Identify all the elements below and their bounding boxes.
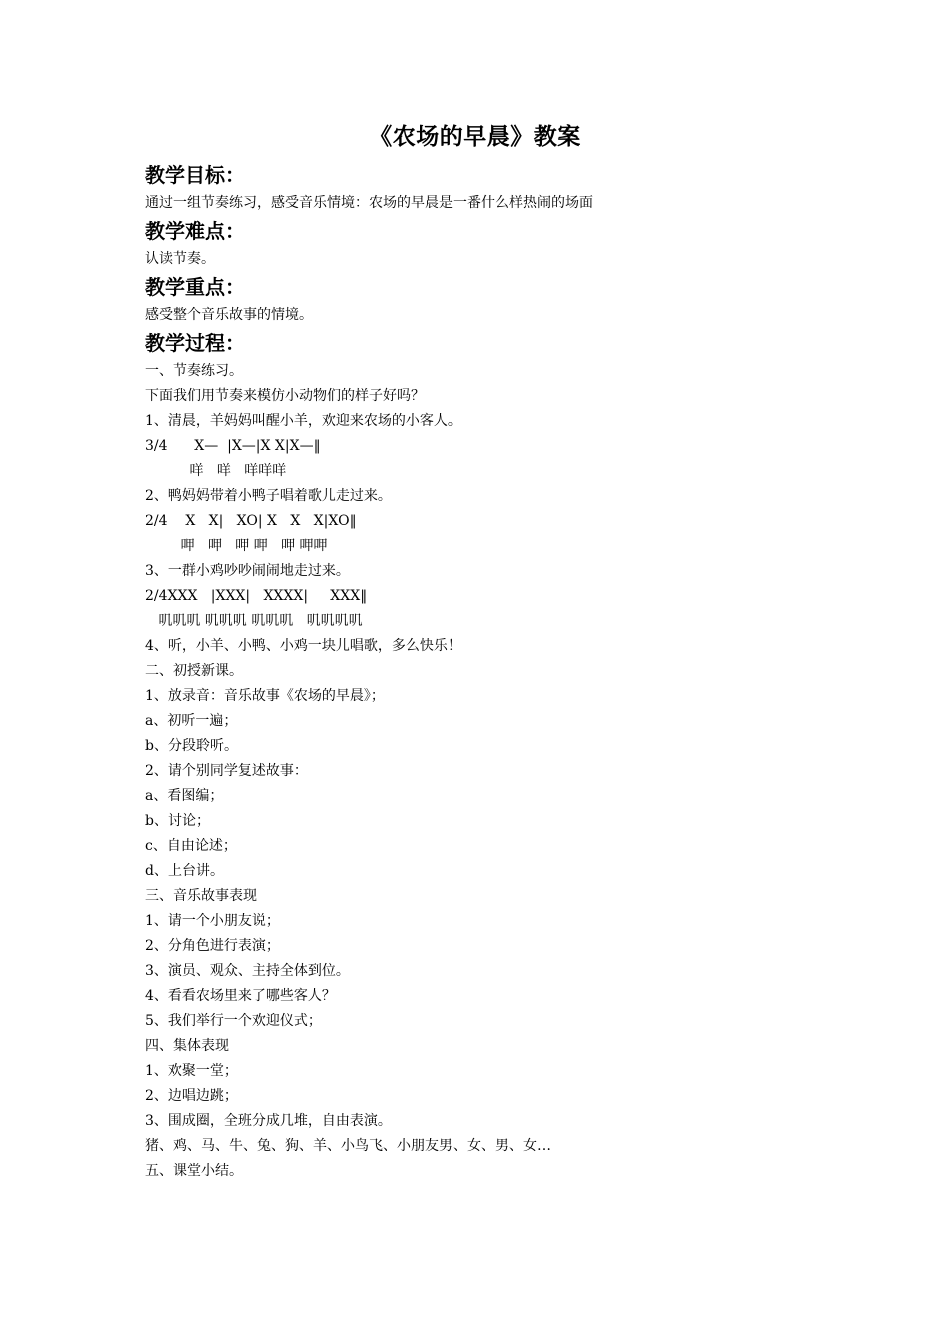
process-line: 猪、鸡、马、牛、兔、狗、羊、小鸟飞、小朋友男、女、男、女…: [145, 1138, 551, 1154]
process-line: 2、边唱边跳；: [145, 1088, 238, 1104]
process-line: 5、我们举行一个欢迎仪式；: [145, 1013, 322, 1029]
section-heading-key-points: 教学重点：: [145, 275, 245, 299]
process-line: 1、请一个小朋友说；: [145, 913, 280, 929]
section-heading-process: 教学过程：: [145, 331, 245, 355]
process-line: 1、放录音：音乐故事《农场的早晨》；: [145, 688, 385, 704]
difficulty-text: 认读节奏。: [145, 251, 215, 267]
process-line: 四、集体表现: [145, 1038, 229, 1054]
process-line: 2、分角色进行表演；: [145, 938, 280, 954]
process-line: 二、初授新课。: [145, 663, 243, 679]
objectives-text: 通过一组节奏练习，感受音乐情境：农场的早晨是一番什么样热闹的场面: [145, 195, 593, 211]
process-line: a、看图编；: [145, 788, 224, 804]
process-line: 3、一群小鸡吵吵闹闹地走过来。: [145, 563, 350, 579]
process-line: 五、课堂小结。: [145, 1163, 243, 1179]
rhythm-notation: 2/4 X X| XO| X X X|XO‖: [145, 513, 357, 529]
rhythm-lyrics: 咩 咩 咩咩咩: [145, 463, 287, 479]
process-line: 4、看看农场里来了哪些客人？: [145, 988, 336, 1004]
process-line: c、自由论述；: [145, 838, 237, 854]
process-line: 2、鸭妈妈带着小鸭子唱着歌儿走过来。: [145, 488, 392, 504]
process-line: d、上台讲。: [145, 863, 224, 879]
rhythm-lyrics: 呷 呷 呷 呷 呷 呷呷: [145, 538, 328, 554]
process-line: a、初听一遍；: [145, 713, 238, 729]
process-line: 一、节奏练习。: [145, 363, 243, 379]
process-line: 1、清晨，羊妈妈叫醒小羊，欢迎来农场的小客人。: [145, 413, 462, 429]
document-body: [145, 160, 845, 1184]
process-line: 下面我们用节奏来模仿小动物们的样子好吗？: [145, 388, 425, 404]
process-line: b、讨论；: [145, 813, 210, 829]
process-lines: [145, 359, 845, 1184]
rhythm-notation: 3/4 X— |X—|X X|X—‖: [145, 438, 321, 454]
process-line: 2、请个别同学复述故事：: [145, 763, 308, 779]
process-line: 三、音乐故事表现: [145, 888, 257, 904]
process-line: 4、听，小羊、小鸭、小鸡一块儿唱歌，多么快乐！: [145, 638, 462, 654]
process-line: b、分段聆听。: [145, 738, 238, 754]
process-line: 1、欢聚一堂；: [145, 1063, 238, 1079]
key-points-text: 感受整个音乐故事的情境。: [145, 307, 313, 323]
process-line: 3、围成圈，全班分成几堆，自由表演。: [145, 1113, 392, 1129]
section-heading-objectives: 教学目标：: [145, 163, 245, 187]
section-heading-difficulty: 教学难点：: [145, 219, 245, 243]
rhythm-lyrics: 叽叽叽 叽叽叽 叽叽叽 叽叽叽叽: [145, 613, 363, 629]
document-title: 《农场的早晨》教案: [369, 124, 581, 150]
rhythm-notation: 2/4XXX |XXX| XXXX| XXX‖: [145, 588, 368, 604]
process-line: 3、演员、观众、主持全体到位。: [145, 963, 350, 979]
